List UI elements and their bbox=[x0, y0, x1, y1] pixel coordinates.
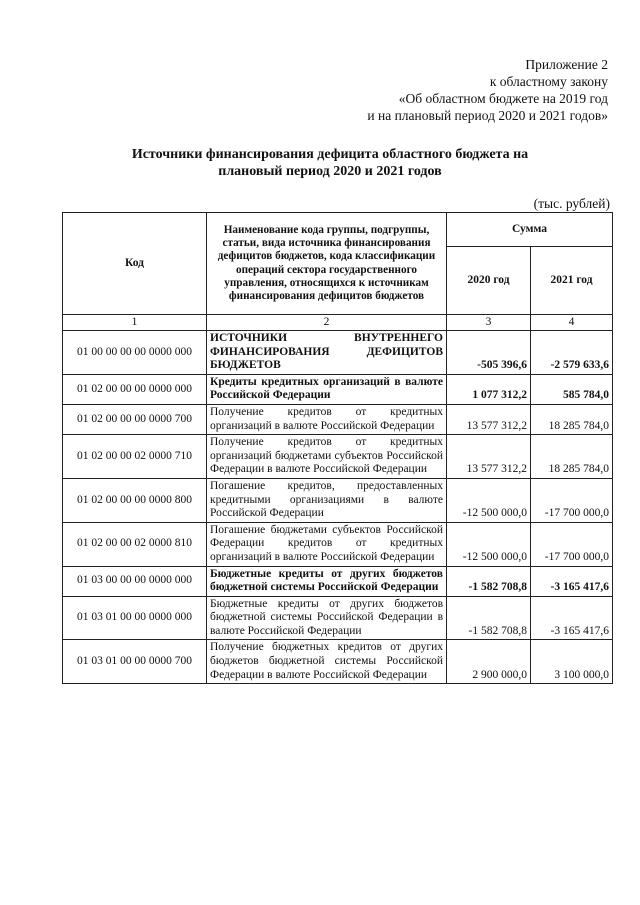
row-value-2021: -2 579 633,6 bbox=[531, 331, 613, 375]
row-value-2020: -12 500 000,0 bbox=[447, 522, 531, 566]
row-value-2020: 13 577 312,2 bbox=[447, 435, 531, 479]
row-name: ИСТОЧНИКИ ВНУТРЕННЕГО ФИНАНСИРОВАНИЯ ДЕФИЦИТОВ БЮДЖЕТОВ bbox=[207, 331, 447, 375]
row-value-2020: -505 396,6 bbox=[447, 331, 531, 375]
column-index-row bbox=[63, 315, 613, 331]
financing-sources-table bbox=[62, 212, 613, 684]
appendix-line: Приложение 2 bbox=[525, 57, 608, 72]
row-value-2020: 2 900 000,0 bbox=[447, 640, 531, 684]
row-value-2021: -17 700 000,0 bbox=[531, 522, 613, 566]
table-row bbox=[63, 596, 613, 640]
row-name: Бюджетные кредиты от других бюджетов бюджетной системы Российской Федерации bbox=[207, 566, 447, 596]
row-code: 01 03 00 00 00 0000 000 bbox=[63, 566, 207, 596]
header-year-2020: 2020 год bbox=[447, 247, 531, 315]
row-value-2020: 1 077 312,2 bbox=[447, 374, 531, 404]
column-index: 3 bbox=[447, 315, 531, 331]
row-name: Погашение бюджетами субъектов Российской Федерации кредитов от кредитных организаций в валюте Российской Федерации bbox=[207, 522, 447, 566]
row-code: 01 02 00 00 02 0000 810 bbox=[63, 522, 207, 566]
row-code: 01 03 01 00 00 0000 700 bbox=[63, 640, 207, 684]
table-body bbox=[63, 331, 613, 684]
header-sum: Сумма bbox=[447, 213, 613, 247]
row-code: 01 03 01 00 00 0000 000 bbox=[63, 596, 207, 640]
row-code: 01 00 00 00 00 0000 000 bbox=[63, 331, 207, 375]
appendix-caption bbox=[367, 56, 608, 124]
row-value-2021: 3 100 000,0 bbox=[531, 640, 613, 684]
document-title bbox=[60, 146, 600, 180]
appendix-line: к областному закону bbox=[489, 74, 608, 89]
header-code: Код bbox=[63, 213, 207, 315]
row-value-2020: 13 577 312,2 bbox=[447, 404, 531, 434]
column-index: 2 bbox=[207, 315, 447, 331]
row-value-2021: 18 285 784,0 bbox=[531, 404, 613, 434]
row-value-2020: -1 582 708,8 bbox=[447, 566, 531, 596]
row-value-2021: 18 285 784,0 bbox=[531, 435, 613, 479]
table-row bbox=[63, 374, 613, 404]
row-value-2020: -12 500 000,0 bbox=[447, 478, 531, 522]
appendix-line: «Об областном бюджете на 2019 год bbox=[398, 91, 608, 106]
row-code: 01 02 00 00 02 0000 710 bbox=[63, 435, 207, 479]
row-value-2021: -3 165 417,6 bbox=[531, 566, 613, 596]
appendix-line: и на плановый период 2020 и 2021 годов» bbox=[367, 108, 608, 123]
table-row bbox=[63, 404, 613, 434]
table-row bbox=[63, 331, 613, 375]
header-name: Наименование кода группы, подгруппы, статьи, вида источника финансирования дефицитов бюджетов, кода классификации операций сектора государственного управления, относящихся к источникам финансирования дефицитов бюджетов bbox=[207, 213, 447, 315]
table-row bbox=[63, 522, 613, 566]
row-value-2021: 585 784,0 bbox=[531, 374, 613, 404]
row-value-2021: -17 700 000,0 bbox=[531, 478, 613, 522]
units-label: (тыс. рублей) bbox=[533, 196, 610, 211]
row-code: 01 02 00 00 00 0000 800 bbox=[63, 478, 207, 522]
row-code: 01 02 00 00 00 0000 700 bbox=[63, 404, 207, 434]
column-index: 4 bbox=[531, 315, 613, 331]
column-index: 1 bbox=[63, 315, 207, 331]
row-value-2021: -3 165 417,6 bbox=[531, 596, 613, 640]
row-name: Бюджетные кредиты от других бюджетов бюджетной системы Российской Федерации в валюте Российской Федерации bbox=[207, 596, 447, 640]
header-year-2021: 2021 год bbox=[531, 247, 613, 315]
row-name: Получение бюджетных кредитов от других бюджетов бюджетной системы Российской Федерации в валюте Российской Федерации bbox=[207, 640, 447, 684]
row-name: Получение кредитов от кредитных организаций в валюте Российской Федерации bbox=[207, 404, 447, 434]
row-value-2020: -1 582 708,8 bbox=[447, 596, 531, 640]
row-code: 01 02 00 00 00 0000 000 bbox=[63, 374, 207, 404]
row-name: Кредиты кредитных организаций в валюте Российской Федерации bbox=[207, 374, 447, 404]
title-line: плановый период 2020 и 2021 годов bbox=[218, 164, 442, 179]
table-row bbox=[63, 640, 613, 684]
table-row bbox=[63, 435, 613, 479]
title-line: Источники финансирования дефицита областного бюджета на bbox=[131, 147, 529, 162]
row-name: Погашение кредитов, предоставленных кредитными организациями в валюте Российской Федерации bbox=[207, 478, 447, 522]
table-row bbox=[63, 478, 613, 522]
table-row bbox=[63, 566, 613, 596]
row-name: Получение кредитов от кредитных организаций бюджетами субъектов Российской Федерации в валюте Российской Федерации bbox=[207, 435, 447, 479]
